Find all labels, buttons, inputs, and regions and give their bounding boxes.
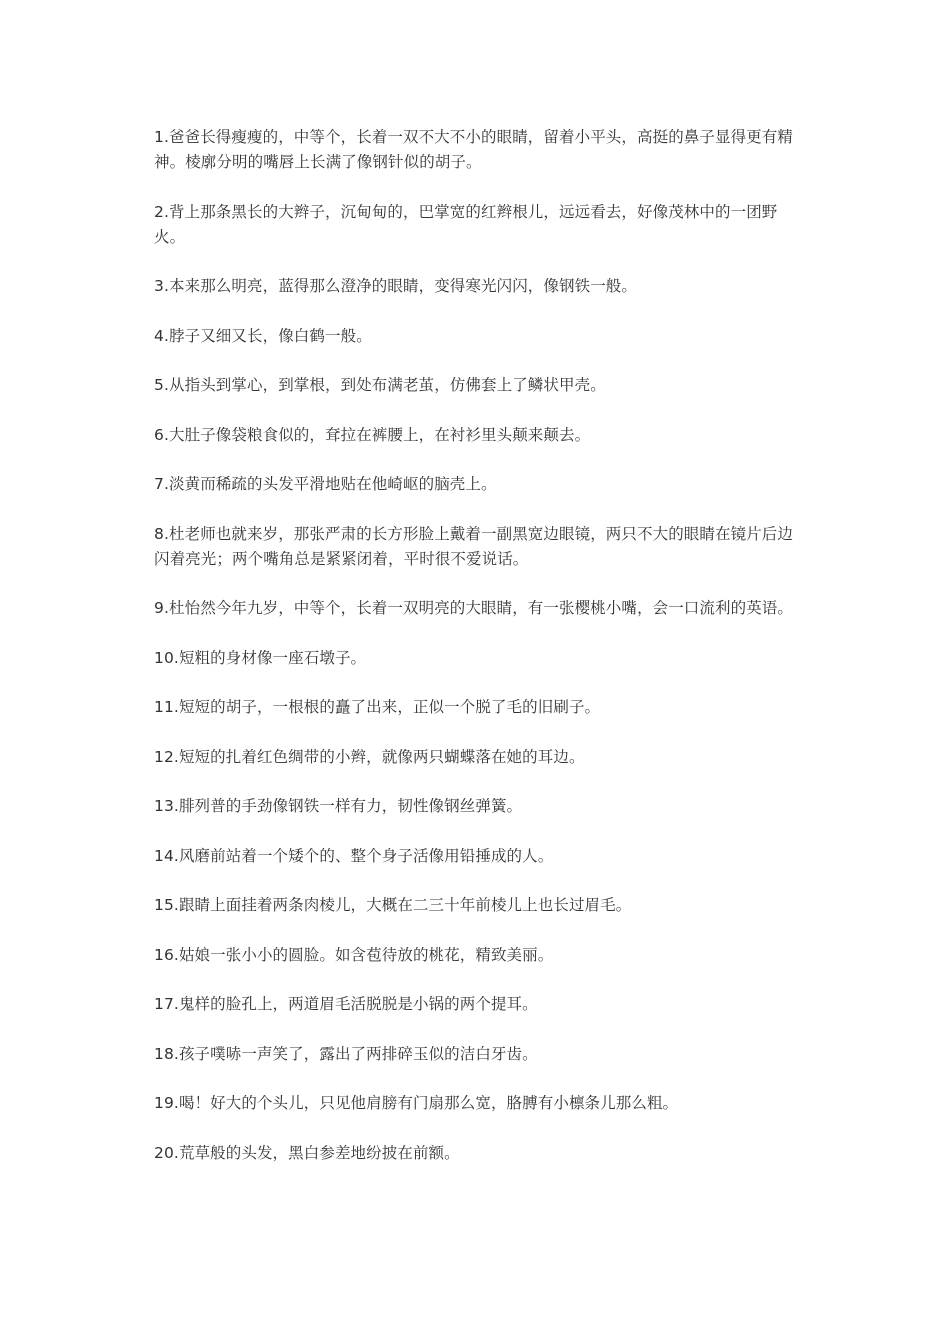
- sentence-item-2: 2.背上那条黑长的大辫子，沉甸甸的，巴掌宽的红辫根儿，远远看去，好像茂林中的一团野火。: [154, 202, 778, 246]
- sentence-item-13: 13.腓列普的手劲像钢铁一样有力，韧性像钢丝弹簧。: [154, 797, 523, 815]
- sentence-item-15: 15.跟睛上面挂着两条肉棱儿，大概在二三十年前棱儿上也长过眉毛。: [154, 896, 632, 914]
- sentence-item-14: 14.风磨前站着一个矮个的、整个身子活像用铅捶成的人。: [154, 846, 554, 865]
- sentence-item-3: 3.本来那么明亮，蓝得那么澄净的眼睛，变得寒光闪闪，像钢铁一般。: [154, 277, 637, 295]
- sentence-item-16: 16.姑娘一张小小的圆脸。如含苞待放的桃花，精致美丽。: [154, 945, 554, 964]
- sentence-item-8: 8.杜老师也就来岁，那张严肃的长方形脸上戴着一副黑宽边眼镜，两只不大的眼睛在镜片后边闪着亮光；两个嘴角总是紧紧闭着，平时很不爱说话。: [154, 524, 793, 568]
- sentence-item-19: 19.喝！好大的个头儿，只见他肩膀有门扇那么宽，胳膊有小檩条儿那么粗。: [154, 1094, 679, 1112]
- sentence-item-20: 20.荒草般的头发，黑白参差地纷披在前额。: [154, 1143, 460, 1162]
- sentence-item-10: 10.短粗的身材像一座石墩子。: [154, 648, 367, 667]
- sentence-item-12: 12.短短的扎着红色绸带的小辫，就像两只蝴蝶落在她的耳边。: [154, 747, 585, 766]
- sentence-item-1: 1.爸爸长得瘦瘦的，中等个，长着一双不大不小的眼睛，留着小平头，高挺的鼻子显得更有精神。棱廓分明的嘴唇上长满了像钢针似的胡子。: [154, 128, 793, 171]
- sentence-item-18: 18.孩子噗哧一声笑了，露出了两排碎玉似的洁白牙齿。: [154, 1044, 538, 1063]
- sentence-item-6: 6.大肚子像袋粮食似的，耷拉在裤腰上，在衬衫里头颠来颠去。: [154, 425, 591, 444]
- sentence-item-4: 4.脖子又细又长，像白鹤一般。: [154, 326, 372, 345]
- sentence-item-11: 11.短短的胡子，一根根的矗了出来，正似一个脱了毛的旧刷子。: [154, 698, 601, 716]
- sentence-list: [154, 125, 794, 1190]
- sentence-item-7: 7.淡黄而稀疏的头发平滑地贴在他崎岖的脑壳上。: [154, 475, 497, 493]
- sentence-item-9: 9.杜怡然今年九岁，中等个，长着一双明亮的大眼睛，有一张樱桃小嘴，会一口流利的英语。: [154, 599, 793, 617]
- sentence-item-5: 5.从指头到掌心，到掌根，到处布满老茧，仿佛套上了鳞状甲壳。: [154, 376, 606, 394]
- sentence-item-17: 17.鬼样的脸孔上，两道眉毛活脱脱是小锅的两个提耳。: [154, 995, 538, 1013]
